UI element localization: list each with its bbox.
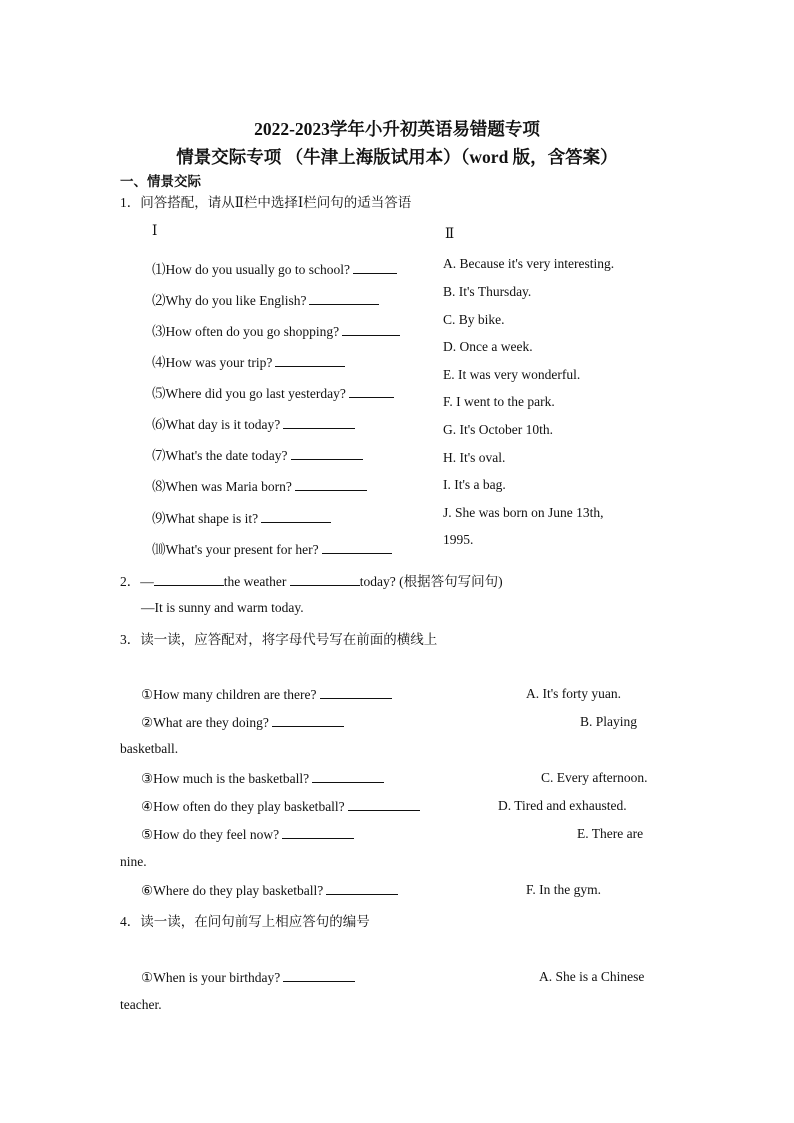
q1-answer-i: I. It's a bag.: [443, 477, 506, 492]
answer-blank[interactable]: [312, 770, 384, 783]
q3-answer-b: B. Playing: [580, 714, 638, 729]
q1-answer-h: H. It's oval.: [443, 450, 506, 465]
q1-question-10: ⑽What's your present for her?: [152, 538, 392, 558]
q3-instruction: 3．读一读，应答配对，将字母代号写在前面的横线上: [120, 632, 438, 647]
q3-answer-e-cont: nine.: [120, 854, 147, 869]
q1-answer-d: D. Once a week.: [443, 339, 533, 354]
page-title: 2022-2023学年小升初英语易错题专项: [254, 119, 540, 139]
q1-col2-header: Ⅱ: [445, 226, 455, 241]
q3-question-2: ②What are they doing?: [141, 714, 344, 731]
q3-answer-b-cont: basketball.: [120, 741, 179, 756]
q3-answer-f: F. In the gym.: [526, 882, 602, 897]
answer-blank[interactable]: [283, 416, 355, 429]
q1-question-1: ⑴How do you usually go to school?: [152, 258, 397, 278]
q3-answer-c: C. Every afternoon.: [541, 770, 648, 785]
q1-answer-f: F. I went to the park.: [443, 394, 555, 409]
q2-prompt: 2．— the weather today? (根据答句写问句): [120, 574, 503, 589]
answer-blank[interactable]: [290, 573, 360, 586]
q1-answer-j: J. She was born on June 13th,: [443, 505, 604, 520]
q1-question-3: ⑶How often do you go shopping?: [152, 320, 400, 340]
answer-blank[interactable]: [291, 447, 363, 460]
q1-answer-g: G. It's October 10th.: [443, 422, 554, 437]
q2-response: —It is sunny and warm today.: [141, 600, 304, 615]
q1-question-5: ⑸Where did you go last yesterday?: [152, 382, 394, 402]
answer-blank[interactable]: [349, 385, 394, 398]
answer-blank[interactable]: [322, 541, 392, 554]
answer-blank[interactable]: [261, 510, 331, 523]
q1-question-9: ⑼What shape is it?: [152, 507, 331, 527]
q3-question-4: ④How often do they play basketball?: [141, 798, 420, 815]
answer-blank[interactable]: [295, 478, 367, 491]
q4-answer-a-cont: teacher.: [120, 997, 162, 1012]
answer-blank[interactable]: [353, 261, 397, 274]
answer-blank[interactable]: [275, 354, 345, 367]
answer-blank[interactable]: [154, 573, 224, 586]
answer-blank[interactable]: [320, 686, 392, 699]
q1-answer-a: A. Because it's very interesting.: [443, 256, 615, 271]
answer-blank[interactable]: [282, 826, 354, 839]
q1-question-8: ⑻When was Maria born?: [152, 475, 367, 495]
q3-question-3: ③How much is the basketball?: [141, 770, 384, 787]
q1-answer-j-cont: 1995.: [443, 532, 474, 547]
q3-answer-a: A. It's forty yuan.: [526, 686, 622, 701]
answer-blank[interactable]: [309, 292, 379, 305]
q1-question-7: ⑺What's the date today?: [152, 444, 363, 464]
q4-instruction: 4．读一读，在问句前写上相应答句的编号: [120, 914, 370, 929]
q1-question-6: ⑹What day is it today?: [152, 413, 355, 433]
q1-question-2: ⑵Why do you like English?: [152, 289, 379, 309]
answer-blank[interactable]: [326, 882, 398, 895]
q1-question-4: ⑷How was your trip?: [152, 351, 345, 371]
q4-answer-a: A. She is a Chinese: [539, 969, 645, 984]
answer-blank[interactable]: [342, 323, 400, 336]
q1-answer-e: E. It was very wonderful.: [443, 367, 581, 382]
q3-question-6: ⑥Where do they play basketball?: [141, 882, 398, 899]
q1-instruction: 1．问答搭配，请从Ⅱ栏中选择Ⅰ栏问句的适当答语: [120, 195, 412, 210]
q1-answer-c: C. By bike.: [443, 312, 505, 327]
q3-answer-e: E. There are: [577, 826, 644, 841]
q1-col1-header: Ⅰ: [152, 223, 158, 238]
answer-blank[interactable]: [348, 798, 420, 811]
q3-question-1: ①How many children are there?: [141, 686, 392, 703]
page-subtitle: 情景交际专项 （牛津上海版试用本）（word 版，含答案）: [176, 147, 618, 167]
q3-question-5: ⑤How do they feel now?: [141, 826, 354, 843]
answer-blank[interactable]: [272, 714, 344, 727]
q1-answer-b: B. It's Thursday.: [443, 284, 532, 299]
q4-question-1: ①When is your birthday?: [141, 969, 355, 986]
answer-blank[interactable]: [283, 969, 355, 982]
q3-answer-d: D. Tired and exhausted.: [498, 798, 627, 813]
section-label: 一、情景交际: [120, 174, 201, 189]
